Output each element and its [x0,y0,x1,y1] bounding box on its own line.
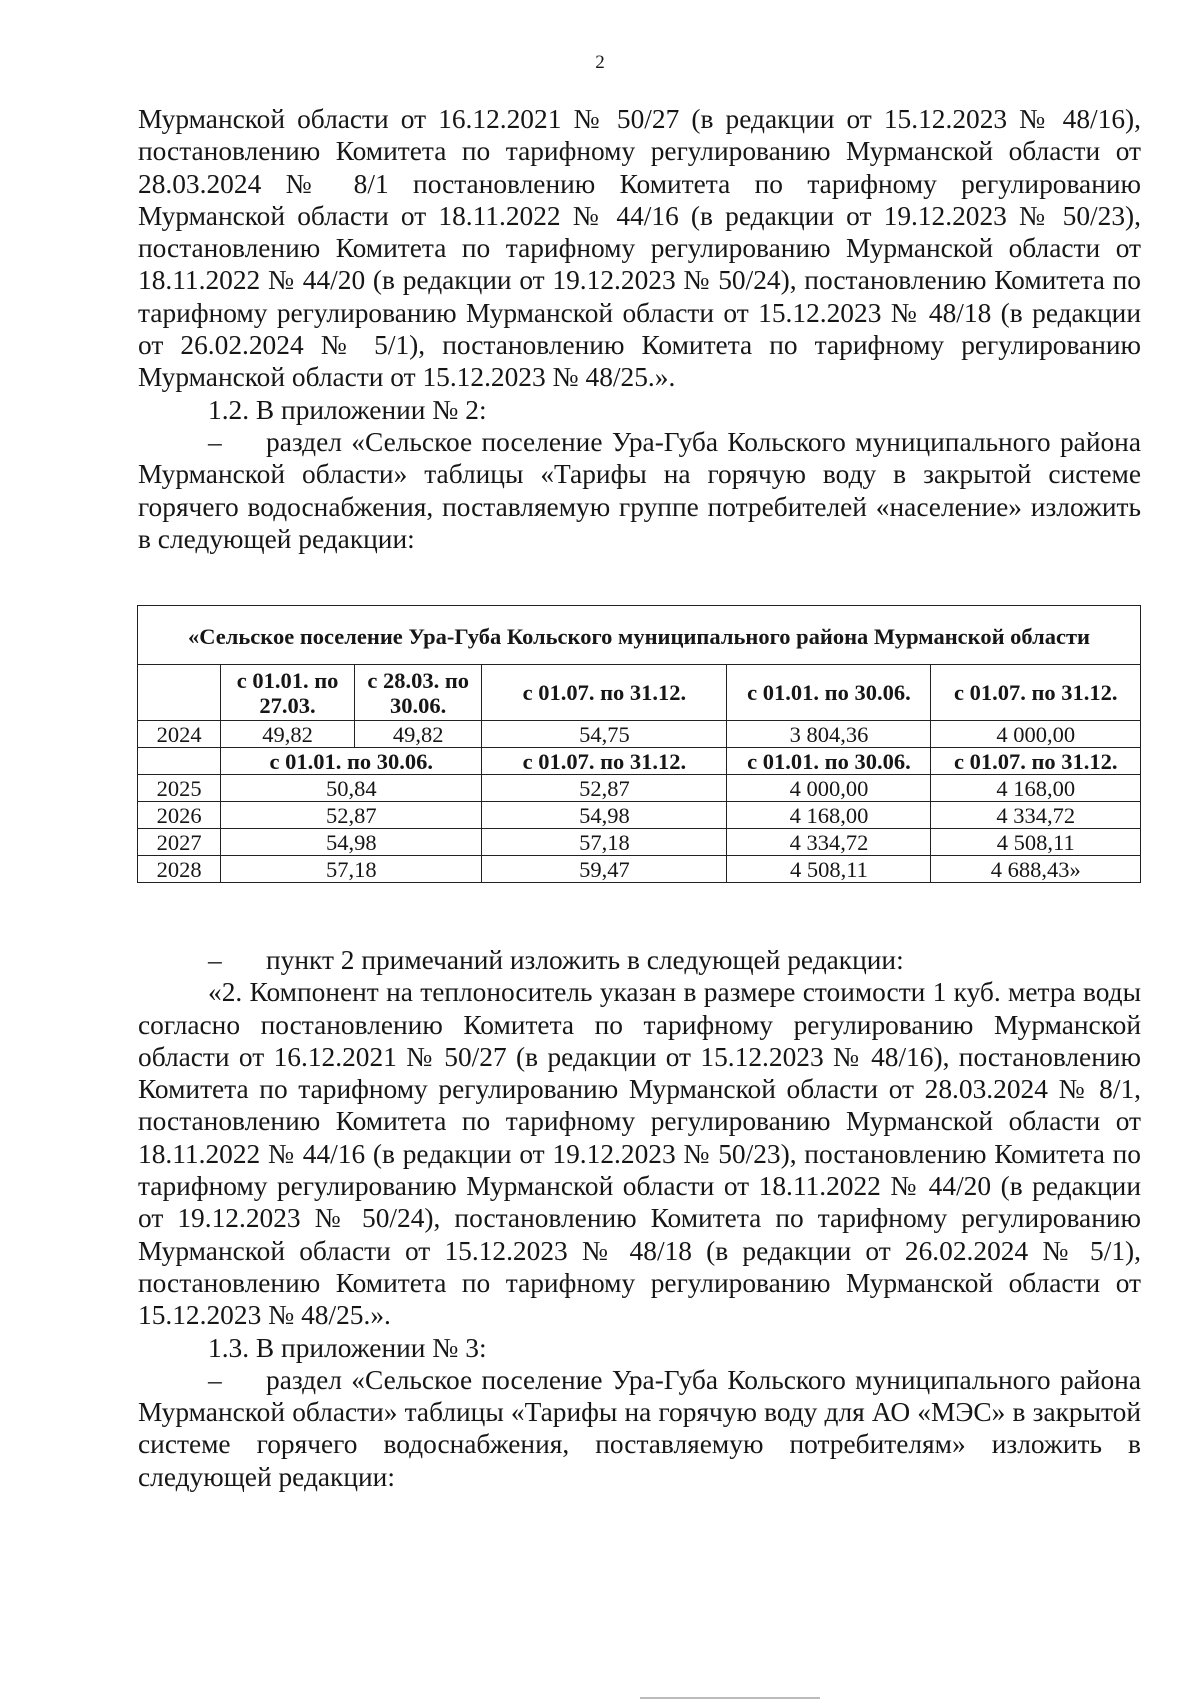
page-number: 2 [595,52,605,73]
header-cell: с 28.03. по 30.06. [354,665,481,721]
value-cell: 54,98 [482,802,727,829]
value-cell: 4 168,00 [727,802,931,829]
table-header-row [138,748,1141,775]
value-cell: 4 168,00 [931,775,1141,802]
header-cell: с 01.07. по 31.12. [931,748,1141,775]
dash-marker: – [208,426,222,457]
value-cell: 4 688,43» [931,856,1141,883]
year-cell: 2024 [138,721,221,748]
table-title: «Сельское поселение Ура-Губа Кольского муниципального района Мурманской области [138,606,1141,665]
value-cell: 57,18 [221,856,482,883]
value-cell: 54,98 [221,829,482,856]
header-cell [138,748,221,775]
year-cell: 2028 [138,856,221,883]
value-cell: 4 508,11 [931,829,1141,856]
value-cell: 59,47 [482,856,727,883]
value-cell: 4 000,00 [727,775,931,802]
scan-edge-mark [640,1697,820,1699]
value-cell: 4 508,11 [727,856,931,883]
value-cell: 4 000,00 [931,721,1141,748]
value-cell: 4 334,72 [727,829,931,856]
table-header-row [138,665,1141,721]
value-cell: 54,75 [482,721,727,748]
continuation-paragraph: Мурманской области от 16.12.2021 № 50/27 (в редакции от 15.12.2023 № 48/16), постановлению Комитета по тарифному регулированию Мурманской области от 28.03.2024 № 8/1 постановлению Комитета по тарифному регулированию Мурманской области от 18.11.2022 № 44/16 (в редакции от 19.12.2023 № 50/23), постановлению Комитета по тарифному регулированию Мурманской области от 18.11.2022 № 44/20 (в редакции от 19.12.2023 № 50/24), постановлению Комитета по тарифному регулированию Мурманской области от 15.12.2023 № 48/18 (в редакции от 26.02.2024 № 5/1), постановлению Комитета по тарифному регулированию Мурманской области от 15.12.2023 № 48/25.». [138,104,1141,393]
note-intro-paragraph [138,944,1141,976]
item-1-2-dash-paragraph [138,426,1141,555]
header-cell: с 01.07. по 31.12. [931,665,1141,721]
table-row [138,775,1141,802]
value-cell: 49,82 [221,721,355,748]
header-cell: с 01.07. по 31.12. [482,748,727,775]
value-cell: 3 804,36 [727,721,931,748]
year-cell: 2026 [138,802,221,829]
year-cell: 2025 [138,775,221,802]
header-cell: с 01.01. по 27.03. [221,665,355,721]
header-cell: с 01.01. по 30.06. [727,665,931,721]
table-row [138,829,1141,856]
table-row [138,802,1141,829]
item-1-2-heading: 1.2. В приложении № 2: [208,394,487,425]
tariff-table [137,605,1141,883]
item-1-3-dash-paragraph [138,1364,1141,1493]
item-1-3-dash-text: раздел «Сельское поселение Ура-Губа Кольского муниципального района Мурманской области» таблицы «Тарифы на горячую воду для АО «МЭС» в закрытой системе горячего водоснабжения, поставляемую потребителям» изложить в следующей редакции: [138,1364,1141,1492]
dash-marker: – [208,1364,222,1395]
note-2-paragraph: «2. Компонент на теплоноситель указан в размере стоимости 1 куб. метра воды согласно постановлению Комитета по тарифному регулированию Мурманской области от 16.12.2021 № 50/27 (в редакции от 15.12.2023 № 48/16), постановлению Комитета по тарифному регулированию Мурманской области от 28.03.2024 № 8/1, постановлению Комитета по тарифному регулированию Мурманской области от 18.11.2022 № 44/16 (в редакции от 19.12.2023 № 50/23), постановлению Комитета по тарифному регулированию Мурманской области от 18.11.2022 № 44/20 (в редакции от 19.12.2023 № 50/24), постановлению Комитета по тарифному регулированию Мурманской области от 15.12.2023 № 48/18 (в редакции от 26.02.2024 № 5/1), постановлению Комитета по тарифному регулированию Мурманской области от 15.12.2023 № 48/25.». [138,977,1141,1331]
header-cell: с 01.01. по 30.06. [727,748,931,775]
year-cell: 2027 [138,829,221,856]
value-cell: 49,82 [354,721,481,748]
table-row [138,721,1141,748]
text-block-top [138,103,1141,555]
text-block-bottom [138,944,1141,1493]
dash-marker: – [208,945,222,975]
value-cell: 52,87 [221,802,482,829]
value-cell: 4 334,72 [931,802,1141,829]
item-1-2-dash-text: раздел «Сельское поселение Ура-Губа Кольского муниципального района Мурманской области» таблицы «Тарифы на горячую воду в закрытой системе горячего водоснабжения, поставляемую группе потребителей «население» изложить в следующей редакции: [138,426,1141,554]
value-cell: 57,18 [482,829,727,856]
value-cell: 50,84 [221,775,482,802]
header-cell [138,665,221,721]
header-cell: с 01.01. по 30.06. [221,748,482,775]
item-1-3-heading: 1.3. В приложении № 3: [208,1332,487,1363]
value-cell: 52,87 [482,775,727,802]
note-intro-text: пункт 2 примечаний изложить в следующей редакции: [266,945,904,975]
header-cell: с 01.07. по 31.12. [482,665,727,721]
table-row [138,856,1141,883]
